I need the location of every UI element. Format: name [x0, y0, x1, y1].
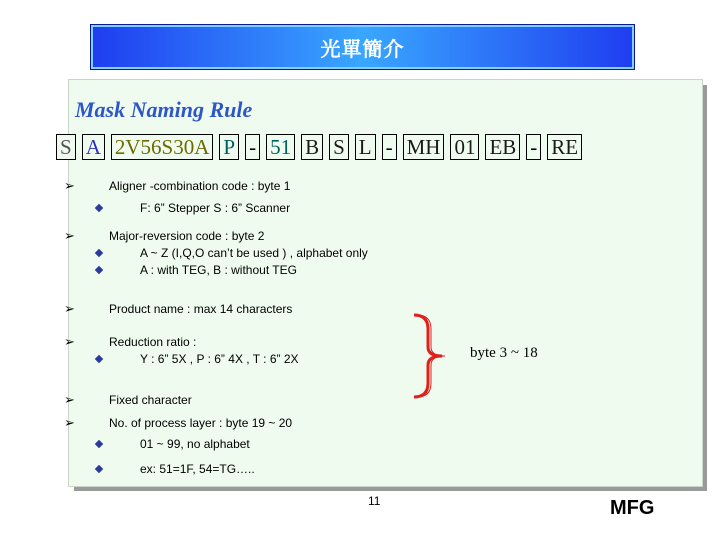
code-segment: S [329, 134, 349, 160]
code-segment: 51 [266, 134, 295, 160]
title-banner [90, 24, 635, 70]
major-sub2-text: A : with TEG, B : without TEG [140, 263, 297, 277]
major-text: Major-reversion code : byte 2 [109, 229, 265, 243]
code-segment: - [245, 134, 260, 160]
mask-code-row [56, 134, 582, 160]
section-heading: Mask Naming Rule [75, 97, 253, 122]
code-segment: P [219, 134, 239, 160]
process-sub2-text: ex: 51=1F, 54=TG….. [140, 462, 255, 476]
major-sub1-text: A ~ Z (I,Q,O can’t be used ) , alphabet only [140, 246, 368, 260]
code-segment: - [526, 134, 541, 160]
page-number: 11 [368, 494, 381, 508]
arrow-bullet-icon: ➢ [64, 415, 75, 430]
code-segment: A [82, 134, 105, 160]
arrow-bullet-icon: ➢ [64, 334, 75, 349]
product-text: Product name : max 14 characters [109, 302, 293, 316]
arrow-bullet-icon: ➢ [64, 178, 75, 193]
arrow-bullet-icon: ➢ [64, 392, 75, 407]
aligner-sub-text: F: 6” Stepper S : 6” Scanner [140, 201, 291, 215]
code-segment: 01 [450, 134, 479, 160]
process-sub1-text: 01 ~ 99, no alphabet [140, 437, 250, 451]
arrow-bullet-icon: ➢ [64, 228, 75, 243]
code-segment: B [301, 134, 323, 160]
slide-title: 光單簡介 [320, 36, 405, 61]
code-segment: 2V56S30A [111, 134, 214, 160]
arrow-bullet-icon: ➢ [64, 301, 75, 316]
aligner-text: Aligner -combination code : byte 1 [109, 179, 291, 193]
code-segment: MH [403, 134, 445, 160]
fixed-text: Fixed character [109, 393, 192, 407]
reduction-sub-text: Y : 6” 5X , P : 6” 4X , T : 6” 2X [140, 352, 299, 366]
footer-brand: MFG [610, 497, 655, 519]
code-segment: - [382, 134, 397, 160]
curly-bracket-icon [410, 313, 470, 399]
code-segment: L [355, 134, 376, 160]
code-segment: RE [547, 134, 582, 160]
code-segment: EB [485, 134, 520, 160]
code-segment: S [56, 134, 76, 160]
reduction-text: Reduction ratio : [109, 335, 197, 349]
process-text: No. of process layer : byte 19 ~ 20 [109, 416, 293, 430]
byte-range-label: byte 3 ~ 18 [470, 345, 538, 361]
